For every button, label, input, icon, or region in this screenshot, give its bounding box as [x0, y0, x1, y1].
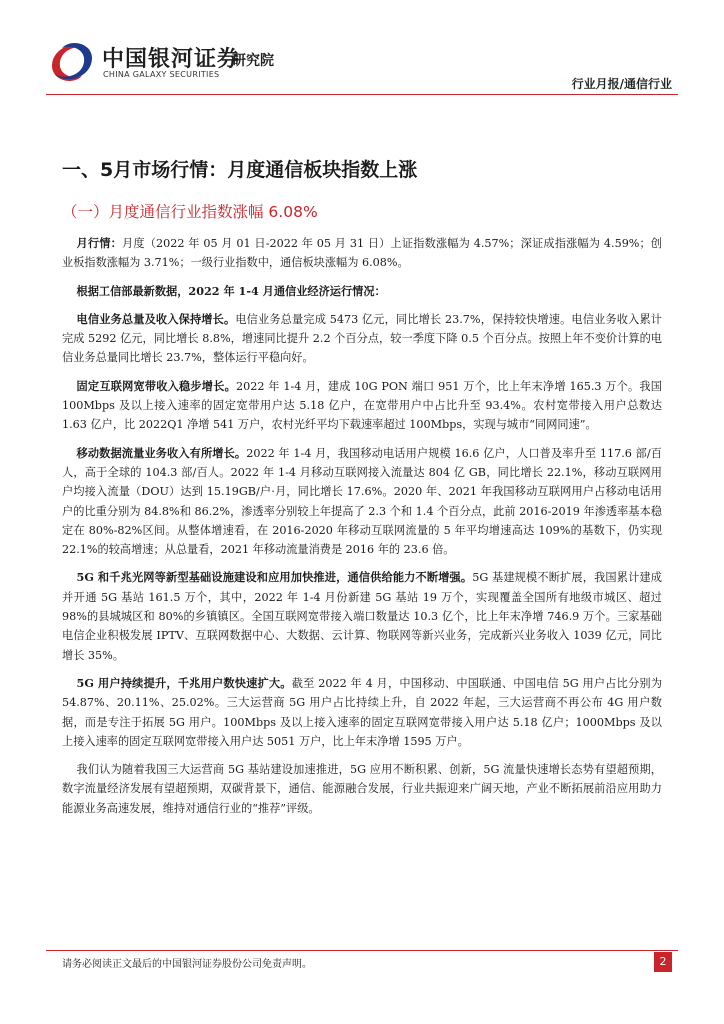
paragraph-lead: 固定互联网宽带收入稳步增长。: [76, 378, 236, 393]
page-header: [0, 0, 724, 100]
paragraph-conclusion: [62, 760, 662, 818]
paragraph-monthly-market: [62, 234, 662, 273]
body-content: [62, 234, 662, 818]
paragraph-text: 2022 年 1-4 月，我国移动电话用户规模 16.6 亿户，人口普及率升至 117.6 部/百人，高于全球的 104.3 部/百人。2022 年 1-4 月移动互联网接入流量达 804 亿 GB，同比增长 22.1%，移动互联网用户均接入流量（DOU）达到 15.19GB/户·月，同比增长 17.6%。2020 年、2021 年我国移动互联网用户占移动电话用户的比重分别为 84.8%和 86.2%，渗透率分别较上年提高了 2.3 个和 1.4 个百分点，此前 2016-2019 年渗透率基本稳定在 80%-82%区间。从整体增速看，在 2016-2020 年移动互联网流量的 5 年平均增速高达 109%的基数下，仍实现 22.1%的较高增速；从总量看，2021 年移动流量消费是 2016 年的 23.6 倍。: [62, 446, 662, 557]
page-number: 2: [654, 952, 672, 972]
logo-english-name: CHINA GALAXY SECURITIES: [103, 70, 220, 79]
paragraph-text: 我们认为随着我国三大运营商 5G 基站建设加速推进，5G 应用不断积累、创新，5G 流量快速增长态势有望超预期，数字流量经济发展有望超预期，双碳背景下，通信、能源融合发展，行业共振迎来广阔天地，产业不断拓展前沿应用助力能源业务高速发展，维持对通信行业的“推荐”评级。: [62, 763, 662, 815]
paragraph-lead: 5G 用户持续提升，千兆用户数快速扩大。: [76, 675, 292, 690]
paragraph-text: 截至 2022 年 4 月，中国移动、中国联通、中国电信 5G 用户占比分别为 54.87%、20.11%、25.02%。三大运营商 5G 用户占比持续上升，自 2022 年起，三大运营商不再公布 4G 用户数据，而是专注于拓展 5G 用户。100Mbps 及以上接入速率的固定互联网宽带接入用户达 5.18 亿户；1000Mbps 及以上接入速率的固定互联网宽带接入用户达 5051 万户，比上年末净增 1595 万户。: [62, 676, 663, 748]
paragraph-text: 5G 基建规模不断扩展，我国累计建成并开通 5G 基站 161.5 万个，其中，2022 年 1-4 月份新建 5G 基站 19 万个，实现覆盖全国所有地级市城区、超过 98%的县城城区和 80%的乡镇镇区。全国互联网宽带接入端口数量达 10.3 亿个，比上年末净增 746.9 万个。三家基础电信企业积极发展 IPTV、互联网数据中心、大数据、云计算、物联网等新兴业务，完成新兴业务收入 1039 亿元，同比增长 35%。: [62, 571, 662, 662]
report-type: 行业月报/通信行业: [571, 77, 672, 91]
footer-divider: [46, 950, 678, 951]
paragraph-fixed-broadband: [62, 377, 662, 435]
paragraph-text: 电信业务总量完成 5473 亿元，同比增长 23.7%，保持较快增速。电信业务收入累计完成 5292 亿元，同比增长 8.8%，增速同比提升 2.2 个百分点，较一季度下降 0.5 个百分点。按照上年不变价计算的电信业务总量同比增长 23.7%，整体运行平稳向好。: [62, 312, 662, 365]
paragraph-telecom-revenue: [62, 310, 662, 368]
paragraph-5g-infrastructure: [62, 568, 662, 664]
paragraph-mobile-data: [62, 444, 662, 560]
paragraph-lead: 月行情：: [76, 236, 122, 250]
paragraph-5g-users: [62, 674, 662, 751]
paragraph-miit-intro: [62, 282, 662, 301]
paragraph-lead: 移动数据流量业务收入有所增长。: [76, 445, 247, 460]
footer-disclaimer: 请务必阅读正文最后的中国银河证券股份公司免责声明。: [62, 959, 312, 970]
subsection-heading: （一）月度通信行业指数涨幅 6.08%: [62, 203, 318, 221]
paragraph-text: 2022 年 1-4 月，建成 10G PON 端口 951 万个，比上年末净增 165.3 万个。我国 100Mbps 及以上接入速率的固定宽带用户达 5.18 亿户，在宽带用户中占比升至 93.4%。农村宽带接入用户总数达 1.63 亿户，比 2022Q1 净增 541 万户，农村光纤平均下载速率超过 100Mbps，实现与城市“同网同速”。: [62, 379, 662, 432]
paragraph-lead: 电信业务总量及收入保持增长。: [76, 311, 236, 326]
galaxy-logo-icon: [46, 36, 98, 88]
paragraph-text: 月度（2022 年 05 月 01 日-2022 年 05 月 31 日）上证指数涨幅为 4.57%；深证成指涨幅为 4.59%；创业板指数涨幅为 3.71%；一级行业指数中，通信板块涨幅为 6.08%。: [62, 237, 662, 270]
logo-chinese-name: 中国银河证券: [102, 47, 241, 72]
paragraph-lead: 5G 和千兆光网等新型基础设施建设和应用加快推进，通信供给能力不断增强。: [76, 570, 473, 585]
header-divider: [46, 94, 678, 95]
paragraph-lead: 根据工信部最新数据，2022 年 1-4 月通信业经济运行情况：: [76, 283, 386, 298]
institute-label: 研究院: [232, 53, 274, 69]
section-heading: 一、5月市场行情：月度通信板块指数上涨: [62, 159, 418, 181]
